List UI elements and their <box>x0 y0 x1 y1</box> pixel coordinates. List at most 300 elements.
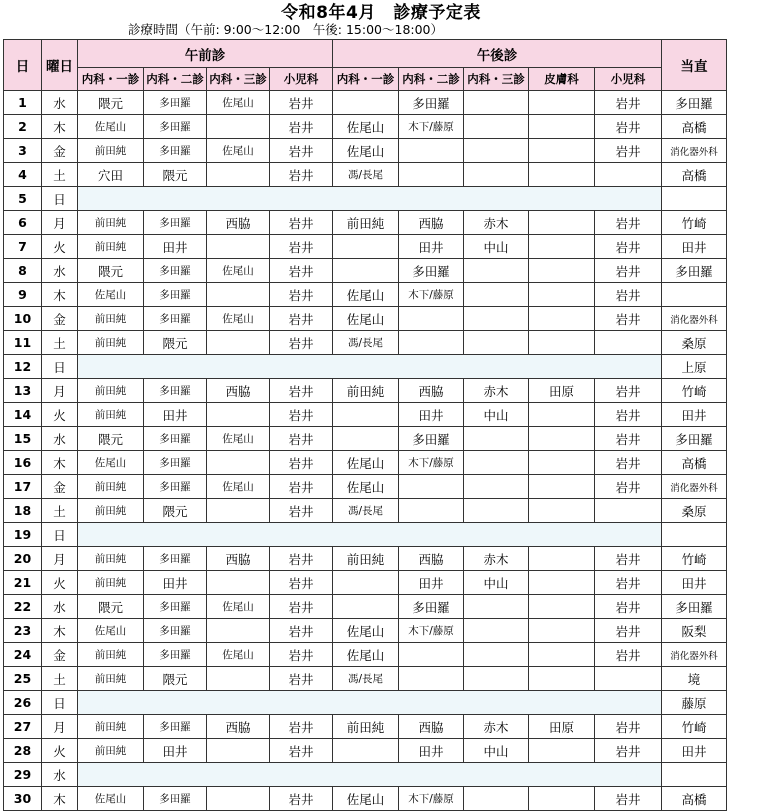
am-doctor-cell: 岩井 <box>270 163 333 187</box>
am-doctor-cell: 佐尾山 <box>207 307 270 331</box>
table-row <box>4 451 727 475</box>
pm-doctor-cell: 中山 <box>464 739 529 763</box>
pm-doctor-cell <box>595 331 662 355</box>
am-doctor-cell: 多田羅 <box>144 379 207 403</box>
pm-doctor-cell: 岩井 <box>595 139 662 163</box>
weekday-cell: 金 <box>42 643 78 667</box>
pm-doctor-cell: 岩井 <box>595 91 662 115</box>
am-doctor-cell: 佐尾山 <box>78 619 144 643</box>
duty-cell: 田井 <box>662 571 727 595</box>
pm-doctor-cell: 岩井 <box>595 307 662 331</box>
am-doctor-cell: 隈元 <box>144 499 207 523</box>
am-doctor-cell: 隈元 <box>78 595 144 619</box>
weekday-cell: 土 <box>42 331 78 355</box>
pm-doctor-cell: 前田純 <box>333 379 399 403</box>
pm-doctor-cell <box>464 667 529 691</box>
pm-doctor-cell: 多田羅 <box>399 91 464 115</box>
pm-doctor-cell: 田井 <box>399 235 464 259</box>
pm-doctor-cell <box>529 427 595 451</box>
am-doctor-cell: 隈元 <box>144 667 207 691</box>
pm-doctor-cell: 中山 <box>464 571 529 595</box>
header-pm-col: 内科・一診 <box>333 68 399 91</box>
pm-doctor-cell: 田井 <box>399 571 464 595</box>
table-row <box>4 139 727 163</box>
pm-doctor-cell: 木下/藤原 <box>399 115 464 139</box>
weekday-cell: 火 <box>42 403 78 427</box>
am-doctor-cell: 田井 <box>144 571 207 595</box>
pm-doctor-cell <box>464 499 529 523</box>
pm-doctor-cell <box>464 427 529 451</box>
pm-doctor-cell: 木下/藤原 <box>399 619 464 643</box>
pm-doctor-cell <box>333 739 399 763</box>
pm-doctor-cell: 前田純 <box>333 547 399 571</box>
pm-doctor-cell <box>529 499 595 523</box>
header-pm-group: 午後診 <box>333 40 662 68</box>
am-doctor-cell: 前田純 <box>78 475 144 499</box>
pm-doctor-cell: 岩井 <box>595 619 662 643</box>
pm-doctor-cell <box>333 427 399 451</box>
duty-cell: 藤原 <box>662 691 727 715</box>
pm-doctor-cell <box>529 283 595 307</box>
duty-cell: 境 <box>662 667 727 691</box>
table-row <box>4 91 727 115</box>
am-doctor-cell: 佐尾山 <box>207 427 270 451</box>
pm-doctor-cell <box>464 475 529 499</box>
am-doctor-cell: 前田純 <box>78 307 144 331</box>
day-number-cell: 23 <box>4 619 42 643</box>
am-doctor-cell: 岩井 <box>270 451 333 475</box>
am-doctor-cell: 岩井 <box>270 379 333 403</box>
day-number-cell: 2 <box>4 115 42 139</box>
am-doctor-cell: 西脇 <box>207 715 270 739</box>
duty-cell: 田井 <box>662 403 727 427</box>
am-doctor-cell: 多田羅 <box>144 427 207 451</box>
duty-cell: 竹崎 <box>662 547 727 571</box>
duty-cell: 多田羅 <box>662 427 727 451</box>
day-number-cell: 22 <box>4 595 42 619</box>
pm-doctor-cell: 岩井 <box>595 475 662 499</box>
day-number-cell: 25 <box>4 667 42 691</box>
table-row <box>4 499 727 523</box>
day-number-cell: 12 <box>4 355 42 379</box>
pm-doctor-cell: 岩井 <box>595 787 662 811</box>
schedule-table <box>3 39 727 811</box>
duty-cell: 多田羅 <box>662 259 727 283</box>
pm-doctor-cell: 木下/藤原 <box>399 451 464 475</box>
weekday-cell: 木 <box>42 115 78 139</box>
day-number-cell: 24 <box>4 643 42 667</box>
pm-doctor-cell <box>399 331 464 355</box>
table-row <box>4 427 727 451</box>
pm-doctor-cell <box>464 91 529 115</box>
pm-doctor-cell <box>529 91 595 115</box>
pm-doctor-cell: 岩井 <box>595 715 662 739</box>
pm-doctor-cell: 赤木 <box>464 547 529 571</box>
duty-cell: 上原 <box>662 355 727 379</box>
am-doctor-cell: 岩井 <box>270 235 333 259</box>
day-number-cell: 14 <box>4 403 42 427</box>
pm-doctor-cell <box>595 667 662 691</box>
pm-doctor-cell: 多田羅 <box>399 427 464 451</box>
table-row <box>4 643 727 667</box>
pm-doctor-cell <box>595 499 662 523</box>
pm-doctor-cell: 前田純 <box>333 715 399 739</box>
table-row <box>4 163 727 187</box>
duty-cell: 高橋 <box>662 115 727 139</box>
day-number-cell: 3 <box>4 139 42 163</box>
pm-doctor-cell <box>333 235 399 259</box>
table-row <box>4 283 727 307</box>
table-row <box>4 571 727 595</box>
table-row <box>4 763 727 787</box>
am-doctor-cell <box>207 235 270 259</box>
pm-doctor-cell <box>529 451 595 475</box>
pm-doctor-cell: 岩井 <box>595 379 662 403</box>
am-doctor-cell: 佐尾山 <box>78 283 144 307</box>
weekday-cell: 水 <box>42 595 78 619</box>
duty-cell: 高橋 <box>662 787 727 811</box>
pm-doctor-cell: 赤木 <box>464 211 529 235</box>
pm-doctor-cell <box>464 643 529 667</box>
am-doctor-cell: 佐尾山 <box>207 259 270 283</box>
am-doctor-cell <box>207 499 270 523</box>
duty-cell: 桑原 <box>662 331 727 355</box>
duty-cell: 竹崎 <box>662 379 727 403</box>
table-row <box>4 787 727 811</box>
am-doctor-cell: 田井 <box>144 403 207 427</box>
am-doctor-cell: 多田羅 <box>144 547 207 571</box>
am-doctor-cell: 多田羅 <box>144 619 207 643</box>
am-doctor-cell <box>207 667 270 691</box>
am-doctor-cell: 佐尾山 <box>207 643 270 667</box>
closed-day-cell <box>78 355 662 379</box>
pm-doctor-cell: 岩井 <box>595 235 662 259</box>
pm-doctor-cell <box>529 211 595 235</box>
day-number-cell: 13 <box>4 379 42 403</box>
weekday-cell: 日 <box>42 691 78 715</box>
pm-doctor-cell: 岩井 <box>595 595 662 619</box>
page-title: 令和8年4月 診療予定表 <box>281 3 481 23</box>
weekday-cell: 木 <box>42 787 78 811</box>
pm-doctor-cell <box>529 331 595 355</box>
am-doctor-cell: 佐尾山 <box>207 595 270 619</box>
day-number-cell: 4 <box>4 163 42 187</box>
am-doctor-cell: 岩井 <box>270 211 333 235</box>
am-doctor-cell: 多田羅 <box>144 643 207 667</box>
am-doctor-cell: 多田羅 <box>144 787 207 811</box>
pm-doctor-cell <box>464 307 529 331</box>
pm-doctor-cell: 岩井 <box>595 283 662 307</box>
header-am-col: 内科・三診 <box>207 68 270 91</box>
day-number-cell: 11 <box>4 331 42 355</box>
pm-doctor-cell <box>333 259 399 283</box>
am-doctor-cell: 隈元 <box>78 427 144 451</box>
pm-doctor-cell: 西脇 <box>399 715 464 739</box>
pm-doctor-cell: 馮/長尾 <box>333 667 399 691</box>
day-number-cell: 7 <box>4 235 42 259</box>
pm-doctor-cell <box>464 331 529 355</box>
weekday-cell: 月 <box>42 211 78 235</box>
pm-doctor-cell: 木下/藤原 <box>399 787 464 811</box>
am-doctor-cell <box>207 115 270 139</box>
day-number-cell: 5 <box>4 187 42 211</box>
closed-day-cell <box>78 187 662 211</box>
pm-doctor-cell <box>464 139 529 163</box>
header-am-col: 内科・一診 <box>78 68 144 91</box>
header-am-col: 内科・二診 <box>144 68 207 91</box>
am-doctor-cell: 岩井 <box>270 643 333 667</box>
pm-doctor-cell: 佐尾山 <box>333 475 399 499</box>
am-doctor-cell: 前田純 <box>78 739 144 763</box>
day-number-cell: 21 <box>4 571 42 595</box>
duty-cell: 消化器外科 <box>662 643 727 667</box>
pm-doctor-cell: 田原 <box>529 715 595 739</box>
pm-doctor-cell <box>464 259 529 283</box>
pm-doctor-cell <box>529 643 595 667</box>
am-doctor-cell: 前田純 <box>78 667 144 691</box>
weekday-cell: 金 <box>42 139 78 163</box>
am-doctor-cell: 前田純 <box>78 499 144 523</box>
header-weekday: 曜日 <box>42 40 78 91</box>
am-doctor-cell: 多田羅 <box>144 307 207 331</box>
day-number-cell: 18 <box>4 499 42 523</box>
pm-doctor-cell <box>464 283 529 307</box>
weekday-cell: 月 <box>42 715 78 739</box>
pm-doctor-cell <box>529 259 595 283</box>
pm-doctor-cell: 岩井 <box>595 403 662 427</box>
day-number-cell: 10 <box>4 307 42 331</box>
am-doctor-cell: 多田羅 <box>144 259 207 283</box>
duty-cell <box>662 763 727 787</box>
weekday-cell: 月 <box>42 547 78 571</box>
am-doctor-cell: 前田純 <box>78 715 144 739</box>
table-row <box>4 739 727 763</box>
am-doctor-cell: 前田純 <box>78 403 144 427</box>
am-doctor-cell: 多田羅 <box>144 211 207 235</box>
pm-doctor-cell: 馮/長尾 <box>333 163 399 187</box>
day-number-cell: 20 <box>4 547 42 571</box>
duty-cell: 桑原 <box>662 499 727 523</box>
pm-doctor-cell <box>529 787 595 811</box>
pm-doctor-cell <box>529 667 595 691</box>
am-doctor-cell: 岩井 <box>270 667 333 691</box>
duty-cell: 田井 <box>662 739 727 763</box>
pm-doctor-cell <box>595 163 662 187</box>
duty-cell: 消化器外科 <box>662 475 727 499</box>
am-doctor-cell: 多田羅 <box>144 475 207 499</box>
weekday-cell: 木 <box>42 619 78 643</box>
am-doctor-cell: 多田羅 <box>144 115 207 139</box>
am-doctor-cell <box>207 571 270 595</box>
duty-cell <box>662 523 727 547</box>
am-doctor-cell <box>207 787 270 811</box>
pm-doctor-cell <box>399 307 464 331</box>
duty-cell: 多田羅 <box>662 91 727 115</box>
pm-doctor-cell: 西脇 <box>399 547 464 571</box>
duty-cell: 高橋 <box>662 451 727 475</box>
day-number-cell: 6 <box>4 211 42 235</box>
pm-doctor-cell: 木下/藤原 <box>399 283 464 307</box>
am-doctor-cell: 岩井 <box>270 115 333 139</box>
am-doctor-cell: 岩井 <box>270 427 333 451</box>
pm-doctor-cell: 中山 <box>464 403 529 427</box>
day-number-cell: 19 <box>4 523 42 547</box>
am-doctor-cell: 隈元 <box>144 163 207 187</box>
header-pm-col: 内科・三診 <box>464 68 529 91</box>
table-row <box>4 331 727 355</box>
pm-doctor-cell: 岩井 <box>595 211 662 235</box>
duty-cell: 竹崎 <box>662 211 727 235</box>
am-doctor-cell: 前田純 <box>78 139 144 163</box>
am-doctor-cell: 多田羅 <box>144 283 207 307</box>
pm-doctor-cell: 岩井 <box>595 259 662 283</box>
pm-doctor-cell <box>529 739 595 763</box>
am-doctor-cell: 佐尾山 <box>78 115 144 139</box>
pm-doctor-cell: 中山 <box>464 235 529 259</box>
pm-doctor-cell: 佐尾山 <box>333 619 399 643</box>
day-number-cell: 16 <box>4 451 42 475</box>
pm-doctor-cell: 馮/長尾 <box>333 331 399 355</box>
pm-doctor-cell: 西脇 <box>399 379 464 403</box>
pm-doctor-cell: 岩井 <box>595 115 662 139</box>
pm-doctor-cell <box>399 667 464 691</box>
pm-doctor-cell: 田井 <box>399 403 464 427</box>
am-doctor-cell: 前田純 <box>78 331 144 355</box>
am-doctor-cell: 多田羅 <box>144 715 207 739</box>
pm-doctor-cell: 佐尾山 <box>333 451 399 475</box>
am-doctor-cell: 田井 <box>144 235 207 259</box>
pm-doctor-cell <box>529 307 595 331</box>
pm-doctor-cell <box>464 163 529 187</box>
pm-doctor-cell: 西脇 <box>399 211 464 235</box>
day-number-cell: 9 <box>4 283 42 307</box>
day-number-cell: 15 <box>4 427 42 451</box>
am-doctor-cell: 岩井 <box>270 715 333 739</box>
day-number-cell: 26 <box>4 691 42 715</box>
pm-doctor-cell <box>333 91 399 115</box>
schedule-body <box>4 91 727 811</box>
am-doctor-cell: 佐尾山 <box>78 451 144 475</box>
header-duty: 当直 <box>662 40 727 91</box>
weekday-cell: 日 <box>42 187 78 211</box>
duty-cell: 竹崎 <box>662 715 727 739</box>
am-doctor-cell: 隈元 <box>78 91 144 115</box>
closed-day-cell <box>78 691 662 715</box>
weekday-cell: 金 <box>42 307 78 331</box>
weekday-cell: 金 <box>42 475 78 499</box>
pm-doctor-cell <box>333 571 399 595</box>
header-am-group: 午前診 <box>78 40 333 68</box>
table-row <box>4 259 727 283</box>
pm-doctor-cell <box>529 595 595 619</box>
table-row <box>4 595 727 619</box>
table-row <box>4 475 727 499</box>
pm-doctor-cell: 赤木 <box>464 715 529 739</box>
day-number-cell: 29 <box>4 763 42 787</box>
pm-doctor-cell: 岩井 <box>595 571 662 595</box>
am-doctor-cell: 岩井 <box>270 619 333 643</box>
am-doctor-cell: 隈元 <box>144 331 207 355</box>
am-doctor-cell: 岩井 <box>270 571 333 595</box>
am-doctor-cell: 前田純 <box>78 211 144 235</box>
am-doctor-cell: 岩井 <box>270 283 333 307</box>
weekday-cell: 水 <box>42 259 78 283</box>
am-doctor-cell: 岩井 <box>270 739 333 763</box>
pm-doctor-cell <box>399 139 464 163</box>
am-doctor-cell: 岩井 <box>270 547 333 571</box>
weekday-cell: 土 <box>42 499 78 523</box>
am-doctor-cell <box>207 283 270 307</box>
pm-doctor-cell: 岩井 <box>595 427 662 451</box>
am-doctor-cell: 岩井 <box>270 307 333 331</box>
weekday-cell: 火 <box>42 571 78 595</box>
pm-doctor-cell: 佐尾山 <box>333 643 399 667</box>
pm-doctor-cell: 岩井 <box>595 451 662 475</box>
am-doctor-cell: 岩井 <box>270 595 333 619</box>
duty-cell: 高橋 <box>662 163 727 187</box>
table-row <box>4 403 727 427</box>
table-row <box>4 667 727 691</box>
table-row <box>4 715 727 739</box>
header-pm-col: 小児科 <box>595 68 662 91</box>
table-row <box>4 379 727 403</box>
weekday-cell: 土 <box>42 667 78 691</box>
table-row <box>4 235 727 259</box>
pm-doctor-cell <box>399 163 464 187</box>
weekday-cell: 水 <box>42 427 78 451</box>
header-pm-col: 内科・二診 <box>399 68 464 91</box>
am-doctor-cell: 前田純 <box>78 547 144 571</box>
pm-doctor-cell: 赤木 <box>464 379 529 403</box>
am-doctor-cell <box>207 739 270 763</box>
pm-doctor-cell: 田井 <box>399 739 464 763</box>
header-am-col: 小児科 <box>270 68 333 91</box>
duty-cell: 阪梨 <box>662 619 727 643</box>
pm-doctor-cell <box>529 163 595 187</box>
day-number-cell: 1 <box>4 91 42 115</box>
closed-day-cell <box>78 523 662 547</box>
pm-doctor-cell <box>529 475 595 499</box>
pm-doctor-cell: 岩井 <box>595 643 662 667</box>
am-doctor-cell: 田井 <box>144 739 207 763</box>
hours-subtitle: 診療時間（午前: 9:00〜12:00 午後: 15:00〜18:00） <box>128 22 444 37</box>
pm-doctor-cell: 佐尾山 <box>333 139 399 163</box>
pm-doctor-cell <box>529 619 595 643</box>
table-row <box>4 187 727 211</box>
weekday-cell: 木 <box>42 283 78 307</box>
weekday-cell: 火 <box>42 739 78 763</box>
pm-doctor-cell <box>529 235 595 259</box>
am-doctor-cell: 岩井 <box>270 475 333 499</box>
am-doctor-cell: 前田純 <box>78 235 144 259</box>
pm-doctor-cell: 佐尾山 <box>333 307 399 331</box>
am-doctor-cell: 多田羅 <box>144 91 207 115</box>
am-doctor-cell: 西脇 <box>207 211 270 235</box>
header-day: 日 <box>4 40 42 91</box>
pm-doctor-cell: 岩井 <box>595 739 662 763</box>
pm-doctor-cell <box>529 139 595 163</box>
pm-doctor-cell <box>464 115 529 139</box>
pm-doctor-cell: 岩井 <box>595 547 662 571</box>
table-row <box>4 523 727 547</box>
table-row <box>4 691 727 715</box>
pm-doctor-cell <box>529 403 595 427</box>
duty-cell: 多田羅 <box>662 595 727 619</box>
duty-cell <box>662 283 727 307</box>
pm-doctor-cell <box>333 595 399 619</box>
am-doctor-cell <box>207 451 270 475</box>
am-doctor-cell: 西脇 <box>207 547 270 571</box>
